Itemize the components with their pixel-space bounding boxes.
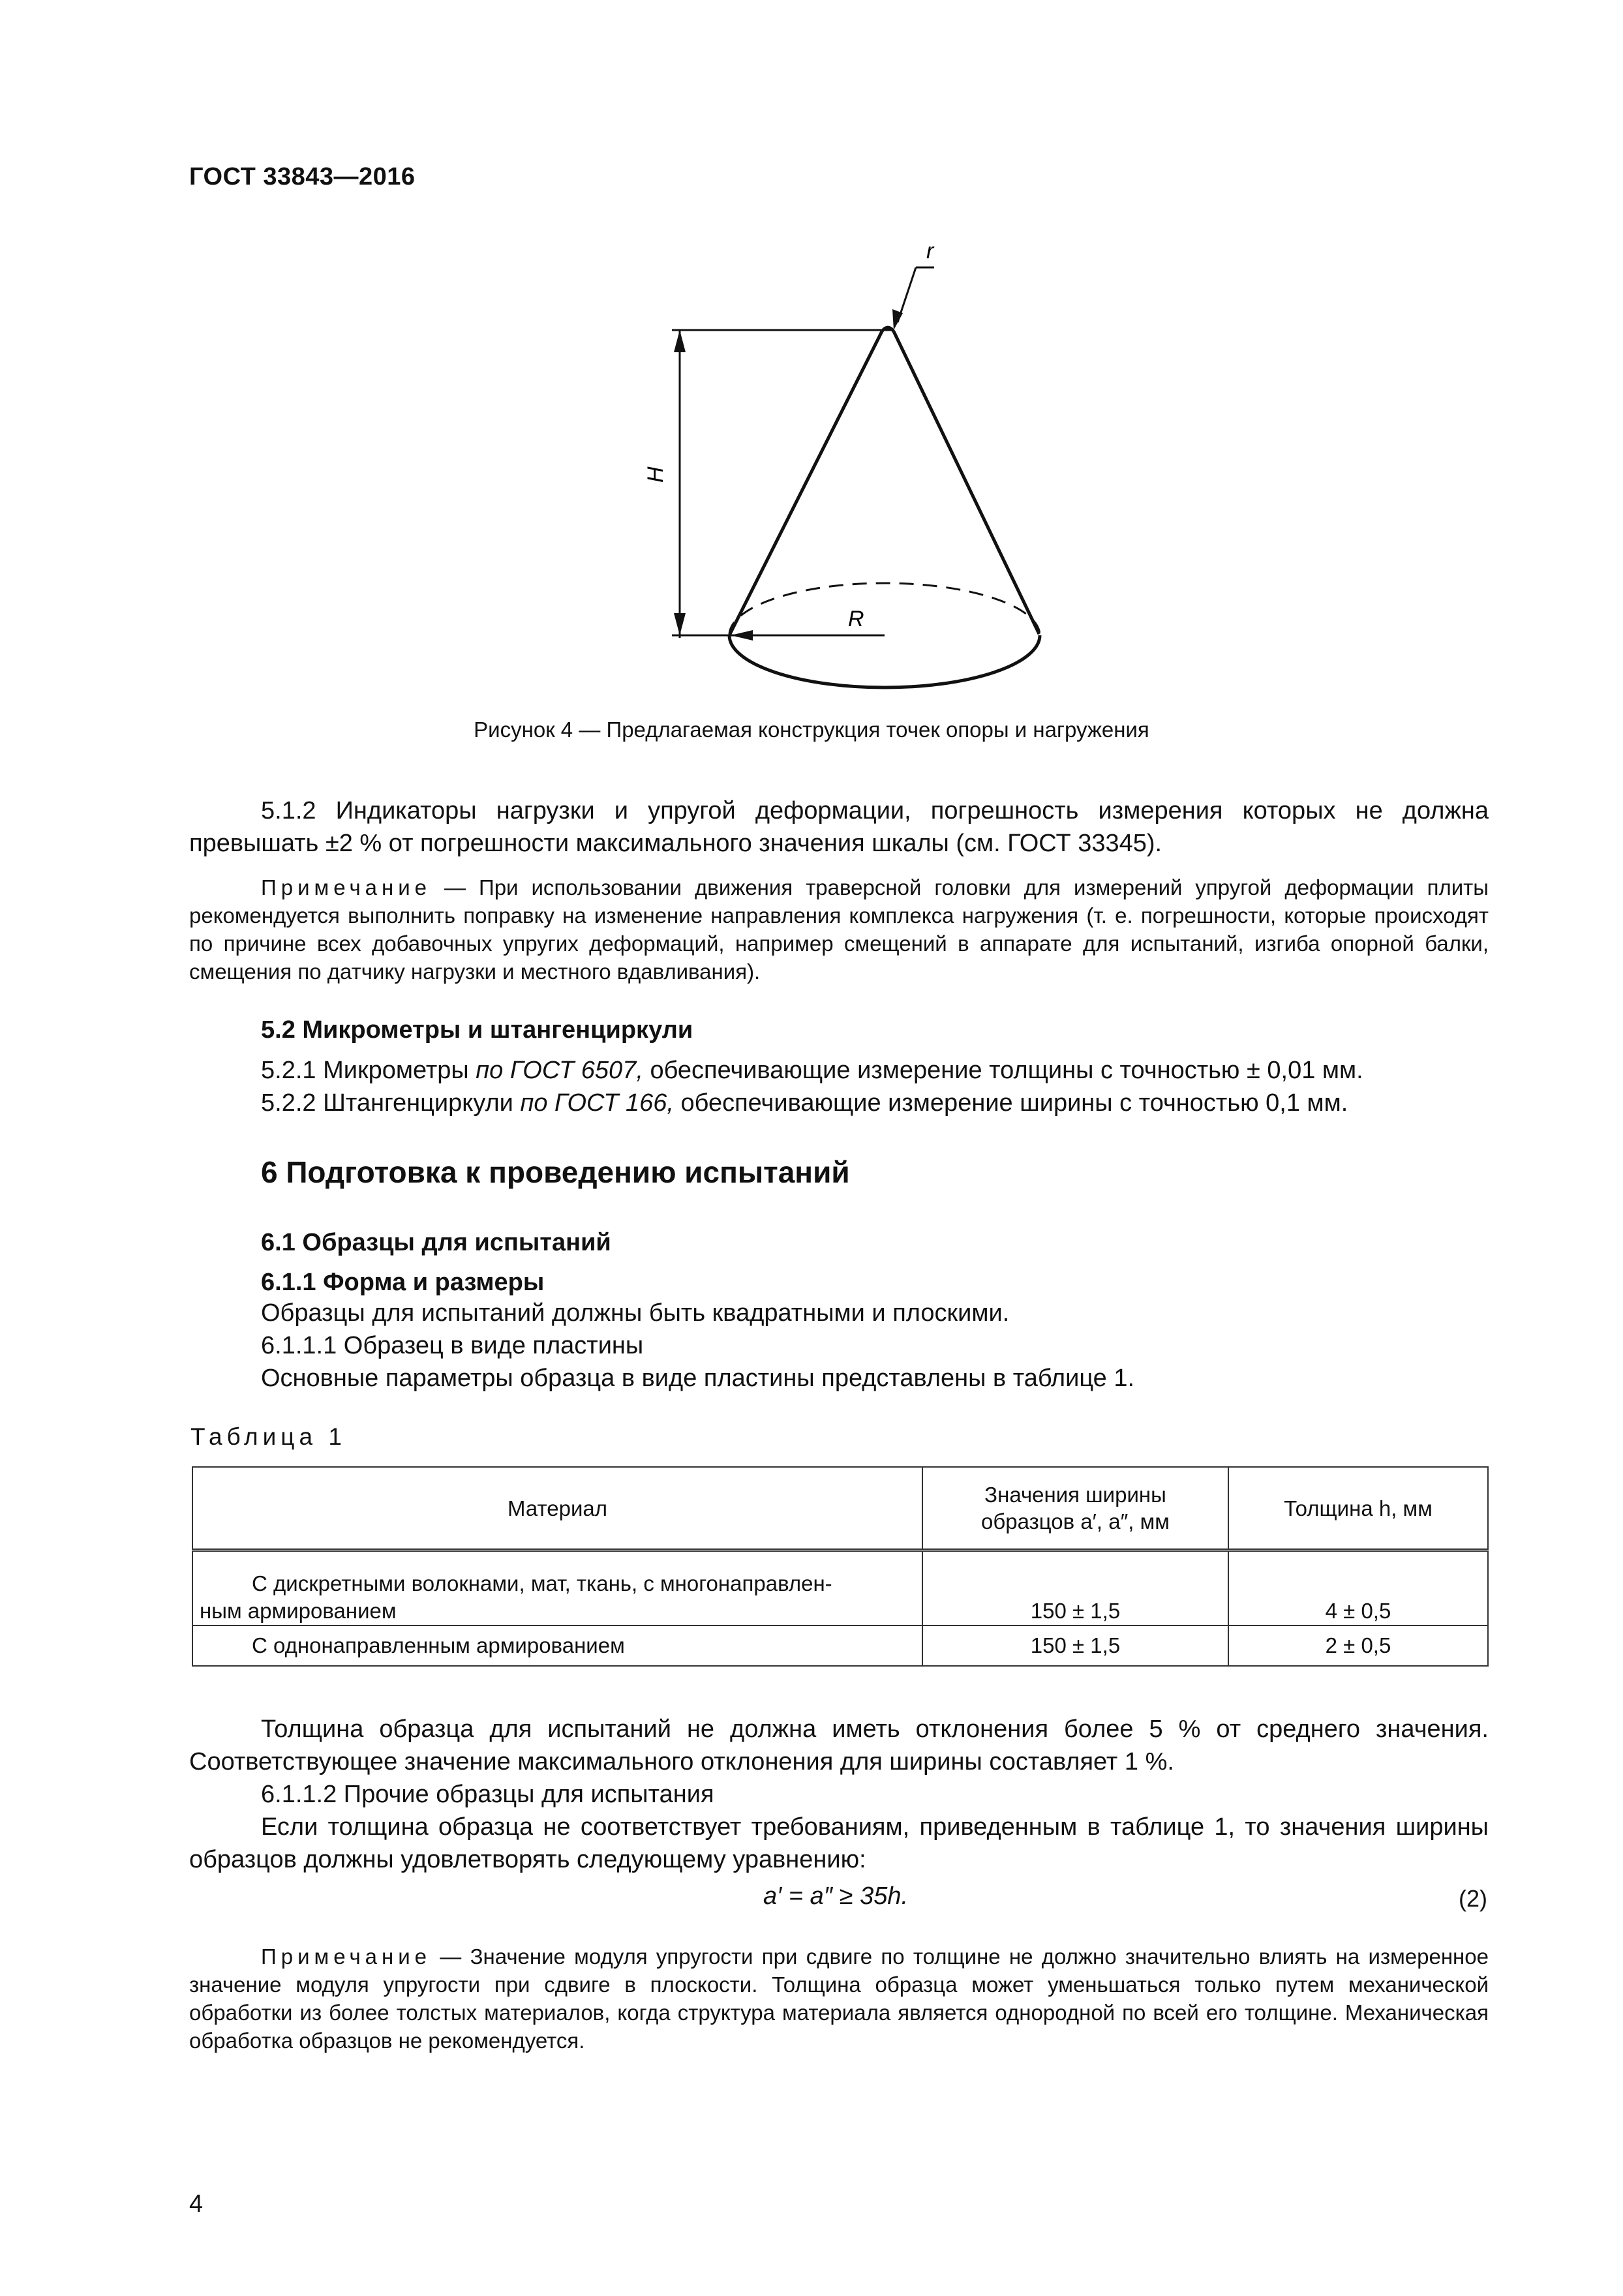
table-header-row — [192, 1467, 1488, 1550]
cell-material: С однонаправленным армированием — [192, 1625, 922, 1666]
table-row — [192, 1550, 1488, 1626]
cone-base-front — [729, 635, 1040, 687]
cell-width: 150 ± 1,5 — [922, 1550, 1228, 1626]
paragraph-thickness: Толщина образца для испытаний не должна иметь отклонения более 5 % от среднего значения. Соответствующее значение максимального отклонения для ширины составляет 1 %. — [189, 1715, 1489, 1775]
section-6-heading: 6 Подготовка к проведению испытаний — [261, 1155, 850, 1189]
paragraph-5-2-1: 5.2.1 Микрометры по ГОСТ 6507, обеспечивающие измерение толщины с точностью ± 0,01 мм. — [261, 1057, 1363, 1084]
figure-cone-diagram — [0, 0, 1623, 718]
cone-base-back — [729, 583, 1040, 635]
paragraph-5-2-2: 5.2.2 Штангенциркули по ГОСТ 166, обеспечивающие измерение ширины с точностью 0,1 мм. — [261, 1089, 1348, 1117]
label-R: R — [848, 607, 864, 631]
table-label: Таблица 1 — [190, 1423, 346, 1450]
paragraph-6-1-1-2-title: 6.1.1.2 Прочие образцы для испытания — [261, 1781, 714, 1808]
paragraph-6-1-1-1-title: 6.1.1.1 Образец в виде пластины — [261, 1332, 644, 1359]
paragraph-5-1-2: 5.1.2 Индикаторы нагрузки и упругой деформации, погрешность измерения которых не должна превышать ±2 % от погрешности максимального значения шкалы (см. ГОСТ 33345). — [189, 797, 1489, 857]
paragraph-6-1-1: Образцы для испытаний должны быть квадратными и плоскими. — [261, 1299, 1010, 1327]
equation-2: a′ = a″ ≥ 35h. — [763, 1882, 909, 1910]
cell-width: 150 ± 1,5 — [922, 1625, 1228, 1666]
paragraph-6-1-1-2-text: Если толщина образца не соответствует требованиям, приведенным в таблице 1, то значения ширины образцов должны удовлетворять следующему уравнению: — [189, 1813, 1489, 1873]
section-6-1-1-heading: 6.1.1 Форма и размеры — [261, 1269, 545, 1296]
cone-left-side — [730, 331, 882, 634]
section-6-1-heading: 6.1 Образцы для испытаний — [261, 1229, 611, 1256]
note-1-text: — При использовании движения траверсной головки для измерений упругой деформации плиты рекомендуется выполнить поправку на изменение направления комплекса нагружения (т. е. погрешности, которые происходят по причине всех добавочных упругих деформаций, например смещений в аппарате для испытаний, изгиба опорной балки, смещения по датчику нагрузки и местного вдавливания). — [189, 875, 1489, 984]
table-1 — [192, 1466, 1489, 1667]
label-H: H — [643, 466, 668, 483]
note-1 — [189, 873, 1489, 986]
note-2-text: — Значение модуля упругости при сдвиге по толщине не должно значительно влиять на измеренное значение модуля упругости при сдвиге в плоскости. Толщина образца может уменьшаться только путем механической обработки из более толстых материалов, когда структура материала является однородной по всей его толщине. Механическая обработка образцов не рекомендуется. — [189, 1944, 1489, 2053]
section-5-2-heading: 5.2 Микрометры и штангенциркули — [261, 1016, 693, 1044]
note-1-label: Примечание — [261, 875, 432, 899]
note-2-label: Примечание — [261, 1944, 432, 1969]
header-thickness: Толщина h, мм — [1228, 1467, 1488, 1550]
equation-number: (2) — [1459, 1885, 1487, 1912]
header-width: Значения ширины образцов a′, a″, мм — [922, 1467, 1228, 1550]
table-row — [192, 1625, 1488, 1666]
cone-right-side — [894, 331, 1039, 634]
figure-caption: Рисунок 4 — Предлагаемая конструкция точек опоры и нагружения — [474, 718, 1149, 742]
cell-material: С дискретными волокнами, мат, ткань, с многонаправлен- ным армированием — [192, 1550, 922, 1626]
paragraph-6-1-1-1-text: Основные параметры образца в виде пластины представлены в таблице 1. — [261, 1365, 1135, 1392]
reference-gost-6507: по ГОСТ 6507, — [476, 1057, 643, 1084]
page-number: 4 — [189, 2190, 204, 2218]
header-material: Материал — [192, 1467, 922, 1550]
reference-gost-166: по ГОСТ 166, — [520, 1089, 674, 1117]
cell-thickness: 2 ± 0,5 — [1228, 1625, 1488, 1666]
document-header: ГОСТ 33843—2016 — [189, 163, 416, 190]
cell-thickness: 4 ± 0,5 — [1228, 1550, 1488, 1626]
label-r: r — [926, 239, 934, 264]
note-2 — [189, 1942, 1489, 2055]
